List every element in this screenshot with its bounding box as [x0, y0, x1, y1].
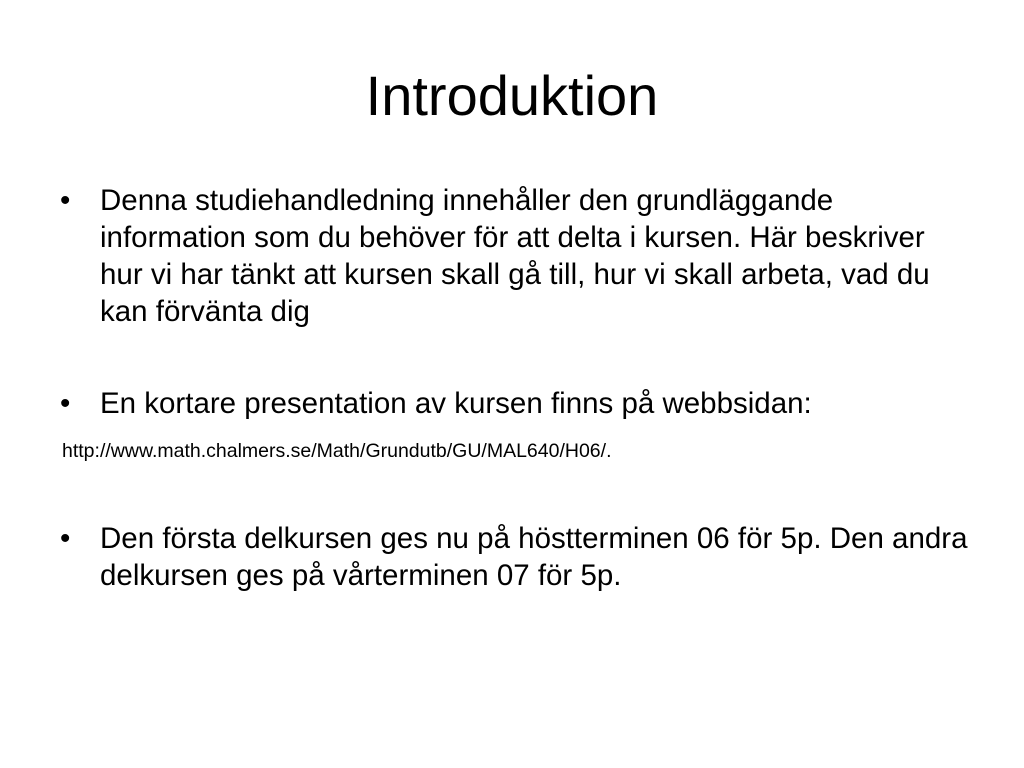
bullet-text: Den första delkursen ges nu på höstterminen 06 för 5p. Den andra delkursen ges på vårterminen 07 för 5p. — [100, 522, 968, 592]
bullet-item — [60, 385, 970, 422]
bullet-dot-icon: • — [60, 184, 71, 217]
bullet-dot-icon: • — [60, 522, 71, 555]
bullet-dot-icon: • — [60, 387, 71, 420]
course-url-link[interactable]: http://www.math.chalmers.se/Math/Grundutb/GU/MAL640/H06/. — [62, 440, 612, 462]
slide-title: Introduktion — [365, 64, 659, 127]
bullet-text: Denna studiehandledning innehåller den grundläggande information som du behöver för att delta i kursen. Här beskriver hur vi har tänkt att kursen skall gå till, hur vi skall arbeta, vad du kan förvänta dig — [100, 184, 930, 328]
bullet-item — [60, 520, 970, 594]
bullet-text: En kortare presentation av kursen finns på webbsidan: — [100, 387, 812, 420]
bullet-item — [60, 182, 970, 330]
